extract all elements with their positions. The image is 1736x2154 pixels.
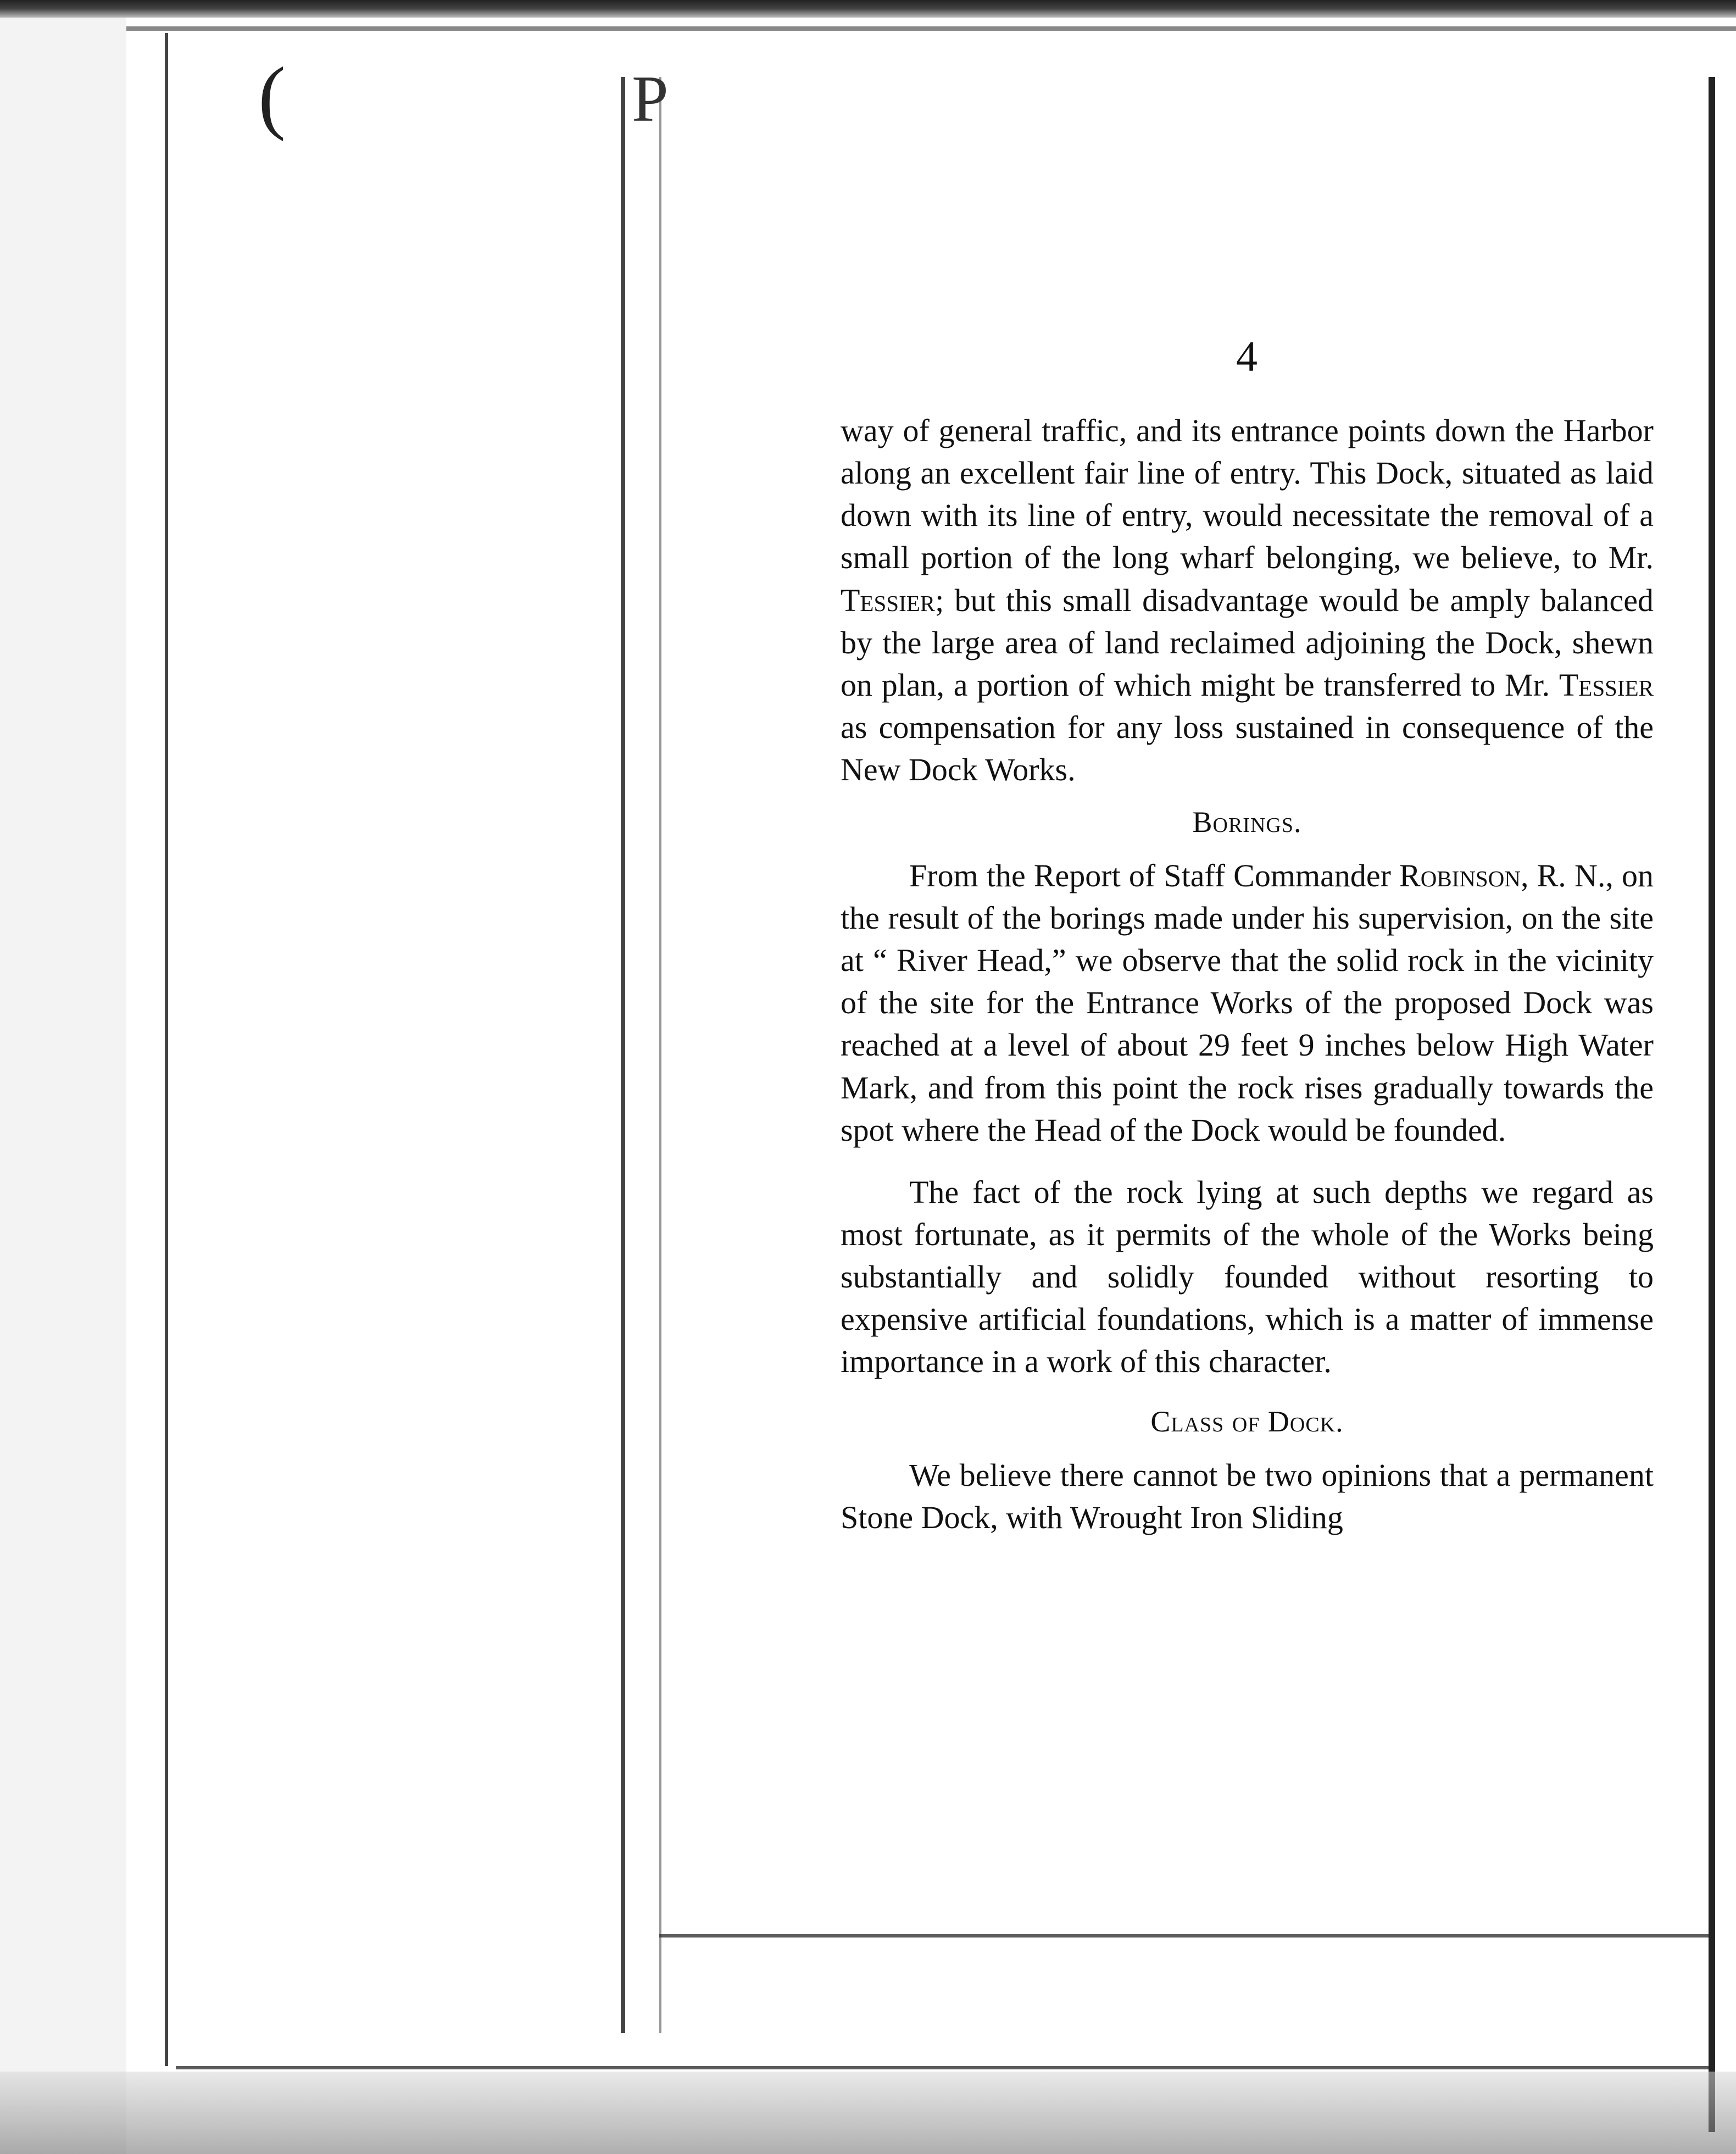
page-number: 4 bbox=[1236, 332, 1258, 380]
paragraph-2: From the Report of Staff Commander Robinson, R. N., on the result of the borings made under his supervision, on the site at “ River Head,” we observe that the solid rock in the vicinity of the site for the Entrance Works of the proposed Dock was reached at a level of about 29 feet 9 inches below High Water Mark, and from this point the rock rises gradually towards the spot where the Head of the Dock would be founded. bbox=[841, 857, 1654, 1148]
name-tessier: Tessier bbox=[1559, 667, 1654, 703]
top-border-line bbox=[126, 26, 1736, 31]
inner-gutter-line bbox=[621, 77, 625, 2033]
top-scan-edge bbox=[0, 0, 1736, 18]
name-robinson: Robinson bbox=[1399, 857, 1521, 893]
inner-gutter-line-faint bbox=[659, 77, 661, 2033]
paragraph-1: way of general traffic, and its entrance points down the Harbor along an excellent fair line of entry. This Dock, situated as laid down with its line of entry, would necessitate the removal of a small portion of the long wharf belonging, we believe, to Mr. Tessier; but this small disadvantage would be amply balanced by the large area of land reclaimed adjoining the Dock, shewn on plan, a portion of which might be transferred to Mr. Tessier as compensation for any loss sustained in consequence of the New Dock Works. bbox=[841, 413, 1654, 787]
paragraph-3: The fact of the rock lying at such depths we regard as most fortunate, as it permits of the whole of the Works being substantially and solidly founded without resorting to expensive artificial foundations, which is a matter of immense importance in a work of this character. bbox=[841, 1174, 1654, 1380]
bottom-scan-edge bbox=[0, 2072, 1736, 2154]
outer-gutter-line bbox=[165, 33, 168, 2066]
paragraph-4: We believe there cannot be two opinions that a permanent Stone Dock, with Wrought Iron Sliding bbox=[841, 1457, 1654, 1536]
bottom-border-line bbox=[659, 1934, 1709, 1938]
heading-class-of-dock: Class of Dock. bbox=[1150, 1405, 1344, 1439]
bottom-border-line-outer bbox=[176, 2066, 1709, 2069]
heading-borings: Borings. bbox=[1192, 806, 1302, 839]
name-tessier: Tessier bbox=[841, 582, 936, 618]
gutter-handwritten-mark: P bbox=[632, 62, 669, 135]
body-text bbox=[841, 409, 1654, 1539]
right-page-edge bbox=[1709, 77, 1715, 2132]
left-margin-shadow bbox=[0, 0, 126, 2154]
corner-handwritten-mark: ( bbox=[258, 51, 286, 142]
